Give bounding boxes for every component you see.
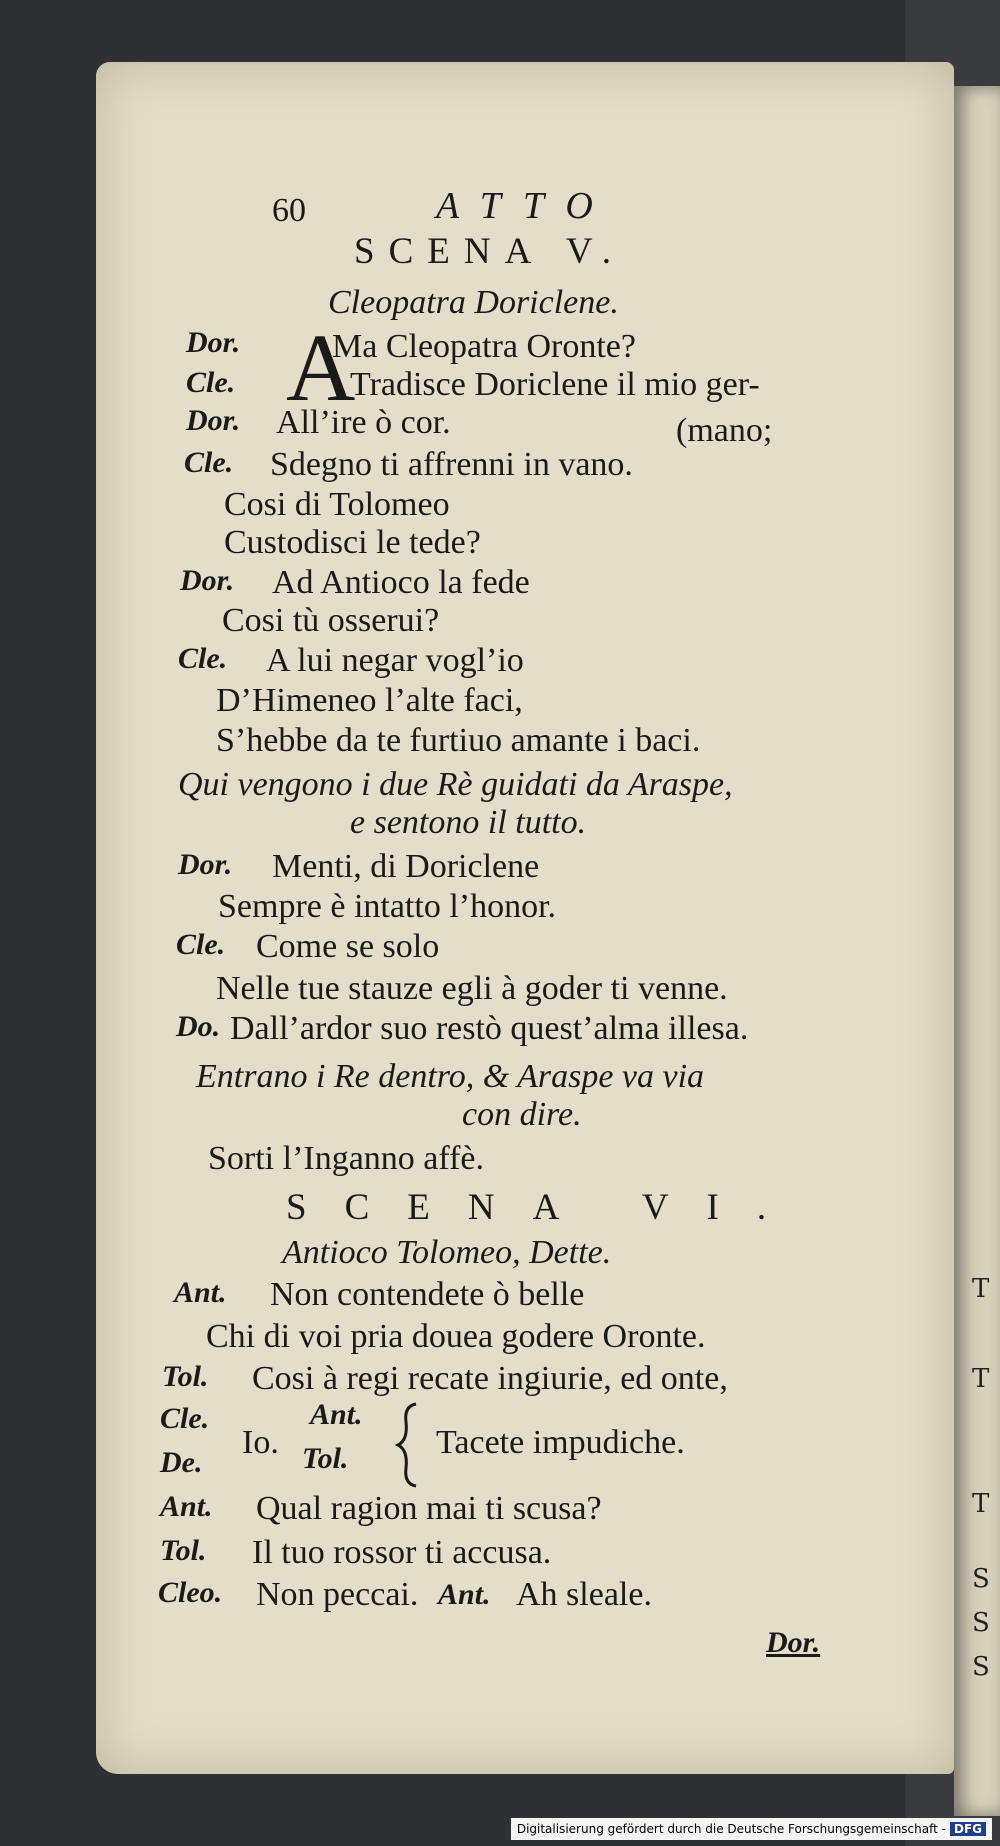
facing-letter: S bbox=[972, 1608, 990, 1638]
speaker: Cleo. bbox=[158, 1576, 223, 1609]
verse-line: Non contendete ò belle bbox=[270, 1276, 585, 1313]
verse-line: Menti, di Doriclene bbox=[272, 848, 540, 885]
scene-characters: Cleopatra Doriclene. bbox=[328, 284, 619, 321]
dfg-logo: DFG bbox=[950, 1822, 986, 1836]
verse-line: Sdegno ti affrenni in vano. bbox=[270, 446, 633, 483]
verse-line: A lui negar vogl’io bbox=[266, 642, 524, 679]
verse-line: Cosi tù osserui? bbox=[222, 602, 440, 639]
speaker: Cle. bbox=[184, 446, 234, 479]
verse-line: Cosi à regi recate ingiurie, ed onte, bbox=[252, 1360, 728, 1397]
facing-letter: S bbox=[972, 1652, 990, 1682]
speaker: Dor. bbox=[186, 404, 241, 437]
scene-characters: Antioco Tolomeo, Dette. bbox=[282, 1234, 612, 1271]
scene-title: SCENA VI. bbox=[286, 1187, 805, 1228]
facing-letter: T bbox=[972, 1489, 990, 1519]
speaker: Cle. bbox=[176, 928, 226, 961]
verse-line: Nelle tue stauze egli à goder ti venne. bbox=[216, 970, 728, 1007]
verse-line: Ah sleale. bbox=[516, 1576, 652, 1613]
speaker: Dor. bbox=[186, 326, 241, 359]
verse-line: Il tuo rossor ti accusa. bbox=[252, 1534, 552, 1571]
book-page bbox=[96, 62, 954, 1774]
facing-letter: S bbox=[972, 1564, 990, 1594]
verse-line: (mano; bbox=[676, 412, 773, 449]
verse-line: Ad Antioco la fede bbox=[272, 564, 530, 601]
stage-direction: Qui vengono i due Rè guidati da Araspe, bbox=[178, 766, 733, 803]
speaker: Dor. bbox=[178, 848, 233, 881]
speaker: Tol. bbox=[160, 1534, 207, 1567]
speaker: Tol. bbox=[302, 1442, 349, 1475]
drop-cap: A bbox=[286, 314, 356, 421]
facing-letter: T bbox=[972, 1274, 990, 1304]
speaker: Dor. bbox=[180, 564, 235, 597]
speaker: Io. bbox=[242, 1424, 279, 1461]
footer-text: Digitalisierung gefördert durch die Deutsche Forschungsgemeinschaft - bbox=[516, 1822, 946, 1836]
curly-brace bbox=[394, 1400, 424, 1490]
facing-page-edge bbox=[954, 86, 1000, 1816]
verse-line: Sempre è intatto l’honor. bbox=[218, 888, 557, 925]
verse-line: Custodisci le tede? bbox=[224, 524, 481, 561]
digitization-footer bbox=[511, 1818, 992, 1840]
verse-line: Dall’ardor suo restò quest’alma illesa. bbox=[230, 1010, 749, 1047]
page-number: 60 bbox=[272, 192, 306, 229]
verse-line: Ma Cleopatra Oronte? bbox=[332, 328, 636, 365]
stage-direction: con dire. bbox=[462, 1096, 582, 1133]
speaker: Ant. bbox=[438, 1578, 491, 1611]
stage-direction: Entrano i Re dentro, & Araspe va via bbox=[196, 1058, 705, 1095]
speaker: Ant. bbox=[160, 1490, 213, 1523]
verse-line: S’hebbe da te furtiuo amante i baci. bbox=[216, 722, 701, 759]
stage-direction: e sentono il tutto. bbox=[350, 804, 587, 841]
running-head: ATTO bbox=[436, 185, 615, 227]
verse-line: All’ire ò cor. bbox=[276, 404, 451, 441]
verse-line: Chi di voi pria doueа godere Oronte. bbox=[206, 1318, 706, 1355]
speaker: Cle. bbox=[186, 366, 236, 399]
speaker: Ant. bbox=[310, 1398, 363, 1431]
verse-line: Tradisce Doriclene il mio ger- bbox=[350, 366, 760, 403]
verse-line: Qual ragion mai ti scusa? bbox=[256, 1490, 602, 1527]
speaker: De. bbox=[160, 1446, 203, 1479]
speaker: Ant. bbox=[174, 1276, 227, 1309]
speaker: Cle. bbox=[178, 642, 228, 675]
facing-letter: T bbox=[972, 1364, 990, 1394]
verse-line: Tacete impudiche. bbox=[436, 1424, 685, 1461]
speaker: Do. bbox=[176, 1010, 221, 1043]
speaker: Cle. bbox=[160, 1402, 210, 1435]
verse-line: Cosi di Tolomeo bbox=[224, 486, 450, 523]
verse-line: Non peccai. bbox=[256, 1576, 419, 1613]
verse-line: Come se solo bbox=[256, 928, 440, 965]
scene-title: SCENA V. bbox=[354, 231, 626, 272]
verse-line: Sorti l’Inganno affè. bbox=[208, 1140, 485, 1177]
catchword: Dor. bbox=[766, 1626, 821, 1659]
speaker: Tol. bbox=[162, 1360, 209, 1393]
verse-line: D’Himeneo l’alte faci, bbox=[216, 682, 523, 719]
